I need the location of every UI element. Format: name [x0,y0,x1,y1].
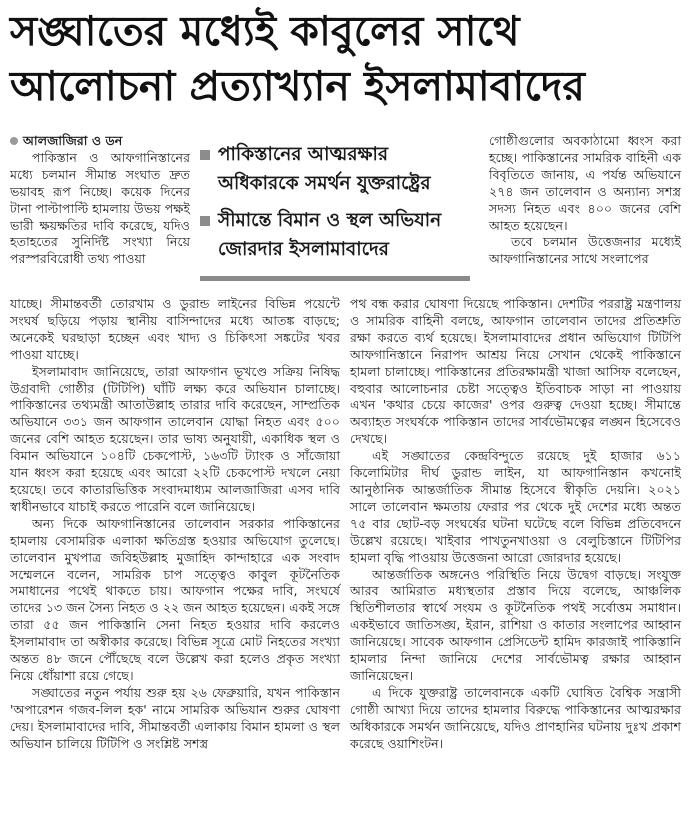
headline-line-1: সঙ্ঘাতের মধ্যেই কাবুলের সাথে [10,7,520,55]
subheadlines [200,140,472,272]
paragraph: তবে চলমান উত্তেজনার মধ্যেই আফগানিস্তানের সাথে সংলাপের [489,234,681,267]
subheadline-1 [200,140,472,198]
subheadline-2 [200,206,472,264]
paragraph: পথ বন্ধ করার ঘোষণা দিয়েছে পাকিস্তান। দেশটির পররাষ্ট্র মন্ত্রণালয় ও সামরিক বাহিনী বলছে, আফগান তালেবান তাদের প্রতিশ্রুতি রক্ষা করতে ব্যর্থ হয়েছে। ইসলামাবাদের প্রধান অভিযোগ টিটিপি আফগানিস্তানে নিরাপদ আশ্রয় নিয়ে সেখান থেকেই পাকিস্তানে হামলা চালাচ্ছে। পাকিস্তানের প্রতিরক্ষামন্ত্রী খাজা আসিফ বলেছেন, বহুবার আলোচনার চেষ্টা সত্ত্বেও ইতিবাচক সাড়া না পাওয়ায় এখন 'কথার চেয়ে কাজের' ওপর গুরুত্ব দেওয়া হচ্ছে। সীমান্তে অব্যাহত সংঘর্ষকে পাকিস্তান তাদের সার্বভৌমত্বের লঙ্ঘন হিসেবেও দেখছে। [350,296,681,447]
bullet-dot-icon [10,137,18,145]
byline [10,133,190,150]
headline [10,4,682,114]
paragraph: আন্তর্জাতিক অঙ্গনেও পরিস্থিতি নিয়ে উদ্বেগ বাড়ছে। সংযুক্ত আরব আমিরাত মধ্যস্থতার প্রস্তাব দিয়ে বলেছে, আঞ্চলিক স্থিতিশীলতার স্বার্থে সংযম ও কূটনৈতিক পথই সর্বোত্তম সমাধান। একইভাবে জাতিসঙ্ঘ, ইরান, রাশিয়া ও কাতার সংলাপের আহ্বান জানিয়েছে। সাবেক আফগান প্রেসিডেন্ট হামিদ কারজাই পাকিস্তানি হামলার নিন্দা জানিয়ে দেশের সার্বভৌমত্ব রক্ষার আহ্বান জানিয়েছেন। [350,566,681,683]
column-bottom-right [350,296,681,752]
square-bullet-icon [200,216,210,226]
paragraph: পাকিস্তান ও আফগানিস্তানের মধ্যে চলমান সীমান্ত সংঘাত দ্রুত ভয়াবহ রূপ নিচ্ছে। কয়েক দিনের টানা পাল্টাপাল্টি হামলায় উভয় পক্ষই ভারী ক্ষয়ক্ষতির দাবি করেছে, যদিও হতাহতের সুনির্দিষ্ট সংখ্যা নিয়ে পরস্পরবিরোধী তথ্য পাওয়া [10,149,190,267]
column-bottom-left [10,296,340,752]
paragraph: ইসলামাবাদ জানিয়েছে, তারা আফগান ভূখণ্ডে সক্রিয় নিষিদ্ধ উগ্রবাদী গোষ্ঠীর (টিটিপি) ঘাঁটি লক্ষ্য করে অভিযান চালাচ্ছে। পাকিস্তানের তথ্যমন্ত্রী আতাউল্লাহ তারার দাবি করেছেন, সাম্প্রতিক অভিযানে ৩৩১ জন আফগান তালেবান যোদ্ধা নিহত এবং ৫০০ জনের বেশি আহত হয়েছেন। তার ভাষ্য অনুযায়ী, একাধিক স্থল ও বিমান অভিযানে ১০৪টি চেকপোস্ট, ১৬৩টি ট্যাংক ও সাঁজোয়া যান ধ্বংস করা হয়েছে এবং আরো ২২টি চেকপোস্ট দখলে নেয়া হয়েছে। তবে কাতারভিত্তিক সংবাদমাধ্যম আলজাজিরা এসব দাবি স্বাধীনভাবে যাচাই করতে পারেনি বলে জানিয়েছে। [10,363,340,514]
paragraph: গোষ্ঠীগুলোর অবকাঠামো ধ্বংস করা হচ্ছে। পাকিস্তানের সামরিক বাহিনী এক বিবৃতিতে জানায়, এ পর্যন্ত অভিযানে ২৭৪ জন তালেবান ও অন্যান্য সশস্ত্র সদস্য নিহত এবং ৪০০ জনের বেশি আহত হয়েছেন। [489,133,681,233]
subheadline-text: সীমান্তে বিমান ও স্থল অভিযান জোরদার ইসলামাবাদের [218,210,442,260]
paragraph: এ দিকে যুক্তরাষ্ট্র তালেবানকে একটি ঘোষিত বৈশ্বিক সন্ত্রাসী গোষ্ঠী আখ্যা দিয়ে তাদের হামলার বিরুদ্ধে পাকিস্তানের আত্মরক্ষার অধিকারকে সমর্থন জানিয়েছে, যদিও প্রাণহানির ঘটনায় দুঃখ প্রকাশ করেছে ওয়াশিংটন। [350,684,681,751]
paragraph: অন্য দিকে আফগানিস্তানের তালেবান সরকার পাকিস্তানের হামলায় বেসামরিক এলাকা ক্ষতিগ্রস্ত হওয়ার অভিযোগ তুলেছে। তালেবান মুখপাত্র জবিহউল্লাহ মুজাহিদ কান্দাহারে এক সংবাদ সম্মেলনে বলেন, সামরিক চাপ সত্ত্বেও কাবুল কূটনৈতিক সমাধানের পথেই থাকতে চায়। আফগান পক্ষের দাবি, সংঘর্ষে তাদের ১৩ জন সৈন্য নিহত ও ২২ জন আহত হয়েছেন। একই সঙ্গে তারা ৫৫ জন পাকিস্তানি সেনা নিহত হওয়ার দাবি করলেও ইসলামাবাদ তা অস্বীকার করেছে। বিভিন্ন সূত্রে মোট নিহতের সংখ্যা অন্তত ৪৮ জনে পৌঁছেছে বলে উল্লেখ করা হলেও প্রকৃত সংখ্যা নিয়ে ধোঁয়াশা রয়ে গেছে। [10,515,340,683]
column-top-left [10,133,190,268]
subheadline-text: পাকিস্তানের আত্মরক্ষার অধিকারকে সমর্থন যুক্তরাষ্ট্রের [218,144,431,194]
column-top-right [489,133,681,268]
paragraph: এই সঙ্ঘাতের কেন্দ্রবিন্দুতে রয়েছে দুই হাজার ৬১১ কিলোমিটার দীর্ঘ ডুরান্ড লাইন, যা আফগানিস্তান কখনোই আনুষ্ঠানিক আন্তর্জাতিক সীমান্ত হিসেবে স্বীকৃতি দেয়নি। ২০২১ সালে তালেবান ক্ষমতায় ফেরার পর থেকে দুই দেশের মধ্যে অন্তত ৭৫ বার ছোট-বড় সংঘর্ষের ঘটনা ঘটেছে বলে বিভিন্ন প্রতিবেদনে উল্লেখ রয়েছে। খাইবার পাখতুনখাওয়া ও বেলুচিস্তানে টিটিপির হামলা বৃদ্ধি পাওয়ায় উত্তেজনা আরো জোরদার হয়েছে। [350,448,681,565]
byline-text: আলজাজিরা ও ডন [23,133,123,148]
square-bullet-icon [200,150,210,160]
paragraph: সঙ্ঘাতের নতুন পর্যায় শুরু হয় ২৬ ফেব্রুয়ারি, যখন পাকিস্তান 'অপারেশন গজব-লিল হক' নামে সামরিক অভিযান শুরুর ঘোষণা দেয়। ইসলামাবাদের দাবি, সীমান্তবর্তী এলাকায় বিমান হামলা ও স্থল অভিযান চালিয়ে টিটিপি ও সংশ্লিষ্ট সশস্ত্র [10,684,340,751]
divider-rule [200,276,470,281]
headline-line-2: আলোচনা প্রত্যাখ্যান ইসলামাবাদের [10,62,585,110]
paragraph: যাচ্ছে। সীমান্তবর্তী তোরখাম ও ডুরান্ড লাইনের বিভিন্ন পয়েন্টে সংঘর্ষ ছড়িয়ে পড়ায় স্থানীয় বাসিন্দাদের মধ্যে আতঙ্ক বাড়ছে; অনেকেই ঘরছাড়া হচ্ছেন এবং খাদ্য ও চিকিৎসা সঙ্কটের খবর পাওয়া যাচ্ছে। [10,296,340,362]
